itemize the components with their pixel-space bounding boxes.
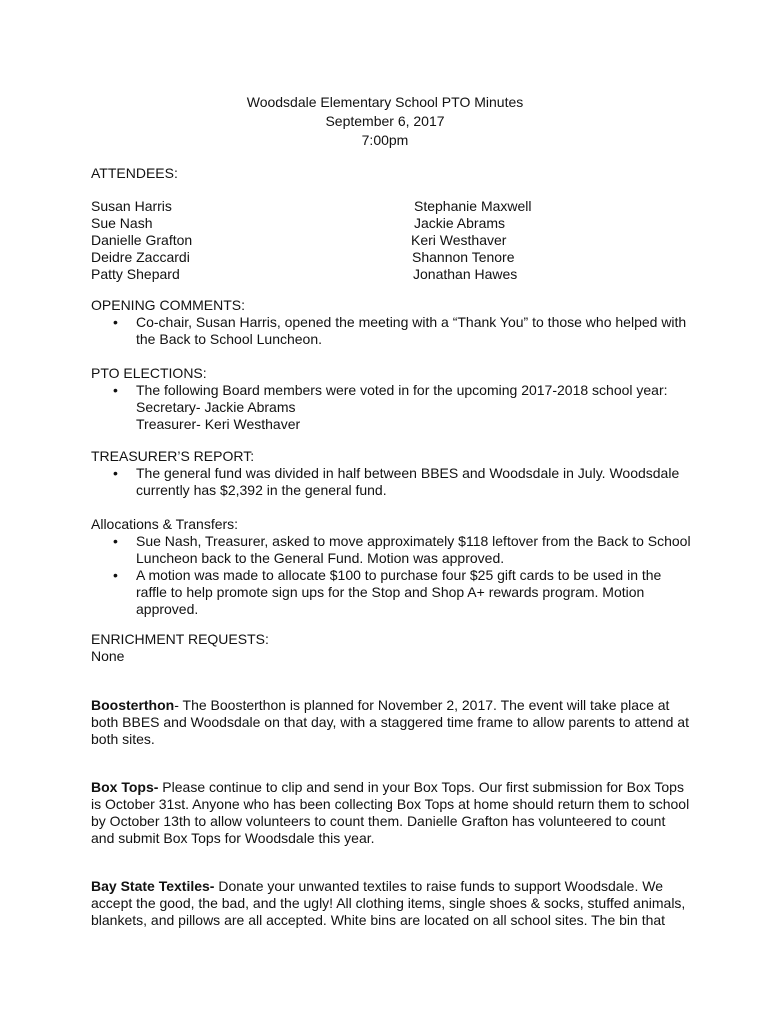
boosterthon-label: Boosterthon [91,697,175,713]
attendees-heading: ATTENDEES: [91,165,178,181]
opening-comments-heading: OPENING COMMENTS: [91,297,246,313]
list-item: • Sue Nash, Treasurer, asked to move approximately $118 leftover from the Back to School Luncheon back to the General Fund. Motion was approved. [113,533,691,566]
box-tops-paragraph [91,779,691,847]
boosterthon-text: - The Boosterthon is planned for November 2, 2017. The event will take place at both BBES and Woodsdale on that day, with a staggered time frame to allow parents to attend at both sites. [91,697,689,747]
list-item: • Co-chair, Susan Harris, opened the meeting with a “Thank You” to those who helped with the Back to School Luncheon. [113,314,687,347]
elected-secretary: Secretary- Jackie Abrams [136,399,296,415]
attendee-name: Danielle Grafton [91,232,193,248]
attendee-name: Susan Harris [91,198,172,214]
elected-treasurer: Treasurer- Keri Westhaver [136,416,301,432]
attendees-left-column [91,198,192,283]
list-item: • A motion was made to allocate $100 to purchase four $25 gift cards to be used in the raffle to help promote sign ups for the Stop and Shop A+ rewards program. Motion approved. [113,567,662,617]
list-item: • The following Board members were voted in for the upcoming 2017-2018 school year: [113,382,668,398]
attendee-name: Stephanie Maxwell [414,198,532,214]
pto-elections-section [91,365,691,433]
treasurer-report-section [91,448,691,499]
list-item: • The general fund was divided in half between BBES and Woodsdale in July. Woodsdale currently has $2,392 in the general fund. [113,465,680,498]
attendee-name: Keri Westhaver [411,232,507,248]
attendee-name: Deidre Zaccardi [91,249,190,265]
bay-state-textiles-label: Bay State Textiles- [91,878,215,894]
bullet-icon: • [113,533,118,549]
allocations-heading: Allocations & Transfers: [91,516,239,532]
enrichment-heading: ENRICHMENT REQUESTS: [91,631,269,647]
bullet-icon: • [113,314,118,330]
document-title: Woodsdale Elementary School PTO Minutes [246,94,524,110]
boosterthon-paragraph [91,697,691,748]
treasurer-report-heading: TREASURER’S REPORT: [91,448,255,464]
bullet-icon: • [113,465,118,481]
document-header [0,93,770,150]
attendee-name: Jackie Abrams [414,215,506,231]
enrichment-section [91,631,691,665]
bullet-icon: • [113,382,118,398]
allocations-section [91,516,691,618]
attendees-right-column [411,198,532,283]
meeting-time: 7:00pm [361,132,409,148]
enrichment-text: None [91,648,125,664]
box-tops-text: Please continue to clip and send in your Box Tops. Our first submission for Box Tops is October 31st. Anyone who has been collecting Box Tops at home should return them to school by October 13th to allow volunteers to count them. Danielle Grafton has volunteered to count and submit Box Tops for Woodsdale this year. [91,779,690,846]
bay-state-textiles-paragraph [91,878,691,929]
box-tops-label: Box Tops- [91,779,159,795]
bullet-icon: • [113,567,118,583]
meeting-date: September 6, 2017 [325,113,445,129]
attendee-name: Jonathan Hawes [413,266,518,282]
pto-elections-heading: PTO ELECTIONS: [91,365,207,381]
attendee-name: Patty Shepard [91,266,180,282]
attendee-name: Sue Nash [91,215,153,231]
attendee-name: Shannon Tenore [412,249,515,265]
opening-comments-section [91,297,691,348]
bay-state-textiles-text: Donate your unwanted textiles to raise funds to support Woodsdale. We accept the good, the bad, and the ugly! All clothing items, single shoes & socks, stuffed animals, blankets, and pillows are all accepted. White bins are located on all school sites. The bin that [91,878,686,928]
